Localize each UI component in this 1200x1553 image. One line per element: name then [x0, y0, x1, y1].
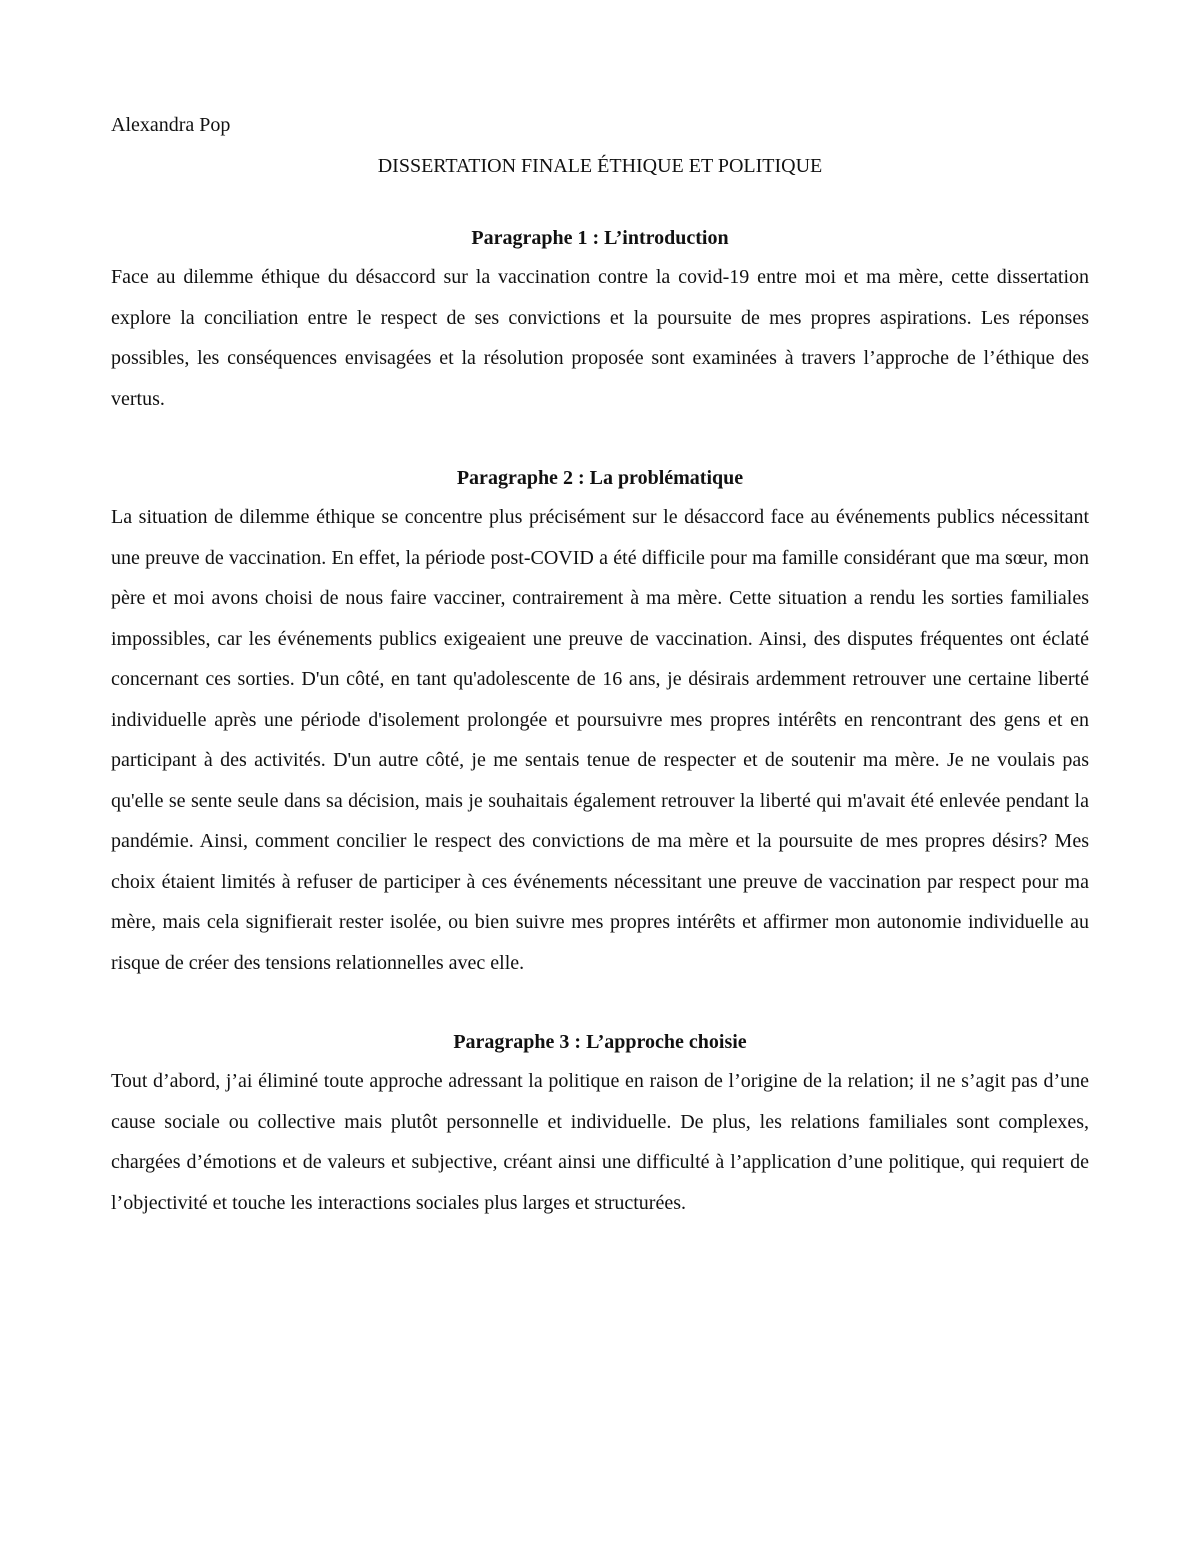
section-heading: Paragraphe 3 : L’approche choisie	[453, 1031, 747, 1053]
section-heading: Paragraphe 1 : L’introduction	[471, 227, 729, 249]
section-body: Tout d’abord, j’ai éliminé toute approche adressant la politique en raison de l’origine de la relation; il ne s’agit pas d’une cause sociale ou collective mais plutôt personnelle et individuelle. De plus, les relations familiales sont complexes, chargées d’émotions et de valeurs et subjective, créant ainsi une difficulté à l’application d’une politique, qui requiert de l’objectivité et touche les interactions sociales plus larges et structurées.	[111, 1070, 1089, 1214]
section-body: La situation de dilemme éthique se concentre plus précisément sur le désaccord face au événements publics nécessitant une preuve de vaccination. En effet, la période post-COVID a été difficile pour ma famille considérant que ma sœur, mon père et moi avons choisi de nous faire vacciner, contrairement à ma mère. Cette situation a rendu les sorties familiales impossibles, car les événements publics exigeaient une preuve de vaccination. Ainsi, des disputes fréquentes ont éclaté concernant ces sorties. D'un côté, en tant qu'adolescente de 16 ans, je désirais ardemment retrouver une certaine liberté individuelle après une période d'isolement prolongée et poursuivre mes propres intérêts en rencontrant des gens et en participant à des activités. D'un autre côté, je me sentais tenue de respecter et de soutenir ma mère. Je ne voulais pas qu'elle se sente seule dans sa décision, mais je souhaitais également retrouver la liberté qui m'avait été enlevée pendant la pandémie. Ainsi, comment concilier le respect des convictions de ma mère et la poursuite de mes propres désirs? Mes choix étaient limités à refuser de participer à ces événements nécessitant une preuve de vaccination par respect pour ma mère, mais cela signifierait rester isolée, ou bien suivre mes propres intérêts et affirmer mon autonomie individuelle au risque de créer des tensions relationnelles avec elle.	[111, 506, 1089, 974]
section-body: Face au dilemme éthique du désaccord sur la vaccination contre la covid-19 entre moi et ma mère, cette dissertation explore la conciliation entre le respect de ses convictions et la poursuite de mes propres aspirations. Les réponses possibles, les conséquences envisagées et la résolution proposée sont examinées à travers l’approche de l’éthique des vertus.	[111, 266, 1089, 410]
author-name: Alexandra Pop	[111, 114, 231, 136]
document-title: DISSERTATION FINALE ÉTHIQUE ET POLITIQUE	[377, 155, 823, 177]
section-heading: Paragraphe 2 : La problématique	[456, 467, 744, 489]
section-introduction	[111, 223, 1089, 419]
section-approche	[111, 1027, 1089, 1223]
section-problematique	[111, 463, 1089, 983]
